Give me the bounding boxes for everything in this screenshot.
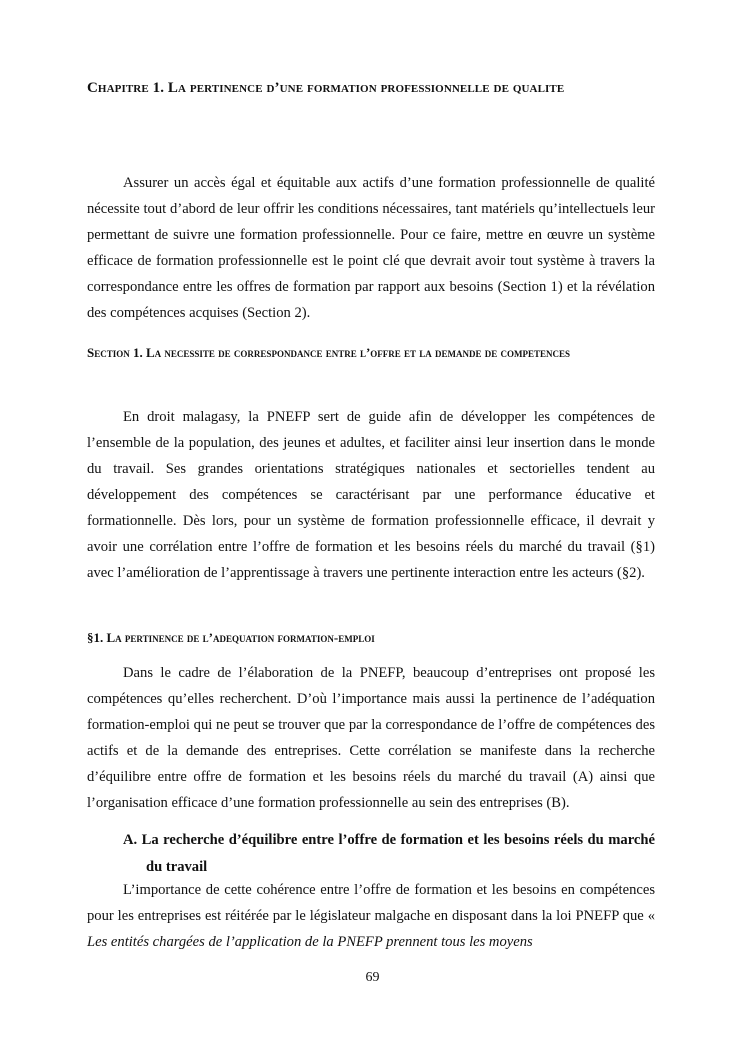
subsection-a-quote: Les entités chargées de l’application de la PNEFP prennent tous les moyens [87,934,533,950]
section-paragraph [87,404,655,586]
subsection-a-body [87,877,655,955]
section-paragraph-text: En droit malagasy, la PNEFP sert de guide afin de développer les compétences de l’ensemble de la population, des jeunes et adultes, et faciliter ainsi leur insertion dans le monde du travail. Ses grandes orientations stratégiques nationales et sectorielles tendent au développement des compétences se caractérisant par une performance éducative et formationnelle. Dès lors, pour un système de formation professionnelle efficace, il devrait y avoir une corrélation entre l’offre de formation et les besoins réels du marché du travail (§1) avec l’amélioration de l’apprentissage à travers une pertinente interaction entre les acteurs (§2). [87,409,655,581]
paragraph1-title: §1. La pertinence de l’adequation formation-emploi [87,630,375,645]
paragraph1-body [87,660,655,816]
paragraph1-text: Dans le cadre de l’élaboration de la PNEFP, beaucoup d’entreprises ont proposé les compétences qu’elles recherchent. D’où l’importance mais aussi la pertinence de l’adéquation formation-emploi qui ne peut se trouver que par la correspondance de l’offre de compétences des actifs et de la demande des entreprises. Cette corrélation se manifeste dans la recherche d’équilibre entre offre de formation et les besoins réels du marché du travail (A) ainsi que l’organisation efficace d’une formation professionnelle au sein des entreprises (B). [87,665,655,811]
section-title: Section 1. La necessite de correspondance entre l’offre et la demande de competences [87,345,571,360]
chapter-title: Chapitre 1. La pertinence d’une formation professionnelle de qualite [87,80,565,96]
subsection-a-title: A. La recherche d’équilibre entre l’offre de formation et les besoins réels du marché du travail [123,832,655,875]
subsection-a-title-block [87,827,655,881]
subsection-a-paragraph [87,877,655,955]
intro-paragraph-text: Assurer un accès égal et équitable aux actifs d’une formation professionnelle de qualité nécessite tout d’abord de leur offrir les conditions nécessaires, tant matériels qu’intellectuels leur permettant de suivre une formation professionnelle. Pour ce faire, mettre en œuvre un système efficace de formation professionnelle est le point clé que devrait avoir tout système à travers la correspondance entre les offres de formation par rapport aux besoins (Section 1) et la révélation des compétences acquises (Section 2). [87,175,655,321]
page-number: 69 [365,970,380,985]
intro-paragraph [87,170,655,326]
subsection-a-text: L’importance de cette cohérence entre l’offre de formation et les besoins en compétences pour les entreprises est réitérée par le législateur malgache en disposant dans la loi PNEFP que « [87,882,655,924]
